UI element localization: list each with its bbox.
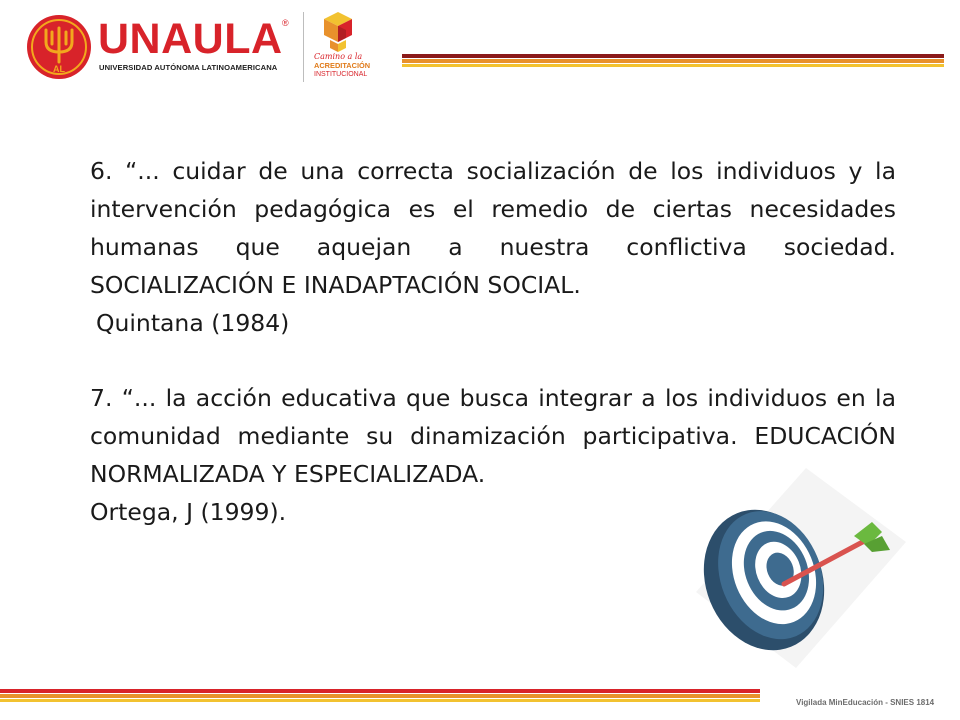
bottom-stripe-orange xyxy=(0,694,760,698)
top-stripe-dark xyxy=(402,54,944,58)
registered-mark: ® xyxy=(282,18,289,28)
target-arrow-illustration xyxy=(686,462,912,674)
item-7-text: 7. “... la acción educativa que busca integrar a los individuos en la comunidad mediante su dinamización participativa. EDUCACIÓN NORMALIZADA Y ESPECIALIZADA. xyxy=(90,384,896,488)
bottom-stripe-yellow xyxy=(0,699,760,702)
item-7-author: Ortega, J (1999). xyxy=(90,498,287,526)
brand-name: UNAULA xyxy=(98,15,283,63)
footer-vigilada: Vigilada MinEducación - SNIES 1814 xyxy=(796,698,935,707)
header-divider xyxy=(303,12,304,82)
top-stripe-orange xyxy=(402,59,944,63)
item-6-text: 6. “... cuidar de una correcta socialización de los individuos y la intervención pedagógica es el remedio de ciertas necesidades humanas que aquejan a nuestra conflictiva sociedad. SOCIALIZACIÓN E INADAPTACIÓN SOCIAL. xyxy=(90,157,896,299)
brand-subtitle: UNIVERSIDAD AUTÓNOMA LATINOAMERICANA xyxy=(99,63,278,72)
bottom-stripe-red xyxy=(0,689,760,693)
unaula-seal-logo xyxy=(26,14,92,80)
accreditation-line2: ACREDITACIÓN xyxy=(314,61,371,70)
seal-text: AL xyxy=(53,64,65,74)
accreditation-line3: INSTITUCIONAL xyxy=(314,71,368,78)
accreditation-badge xyxy=(314,52,376,79)
item-6-author: Quintana (1984) xyxy=(96,309,290,337)
accreditation-cubes-icon xyxy=(318,10,358,54)
paragraph-spacer xyxy=(90,342,896,379)
accreditation-line1: Camino a la xyxy=(314,52,363,61)
top-stripe-yellow xyxy=(402,64,944,67)
